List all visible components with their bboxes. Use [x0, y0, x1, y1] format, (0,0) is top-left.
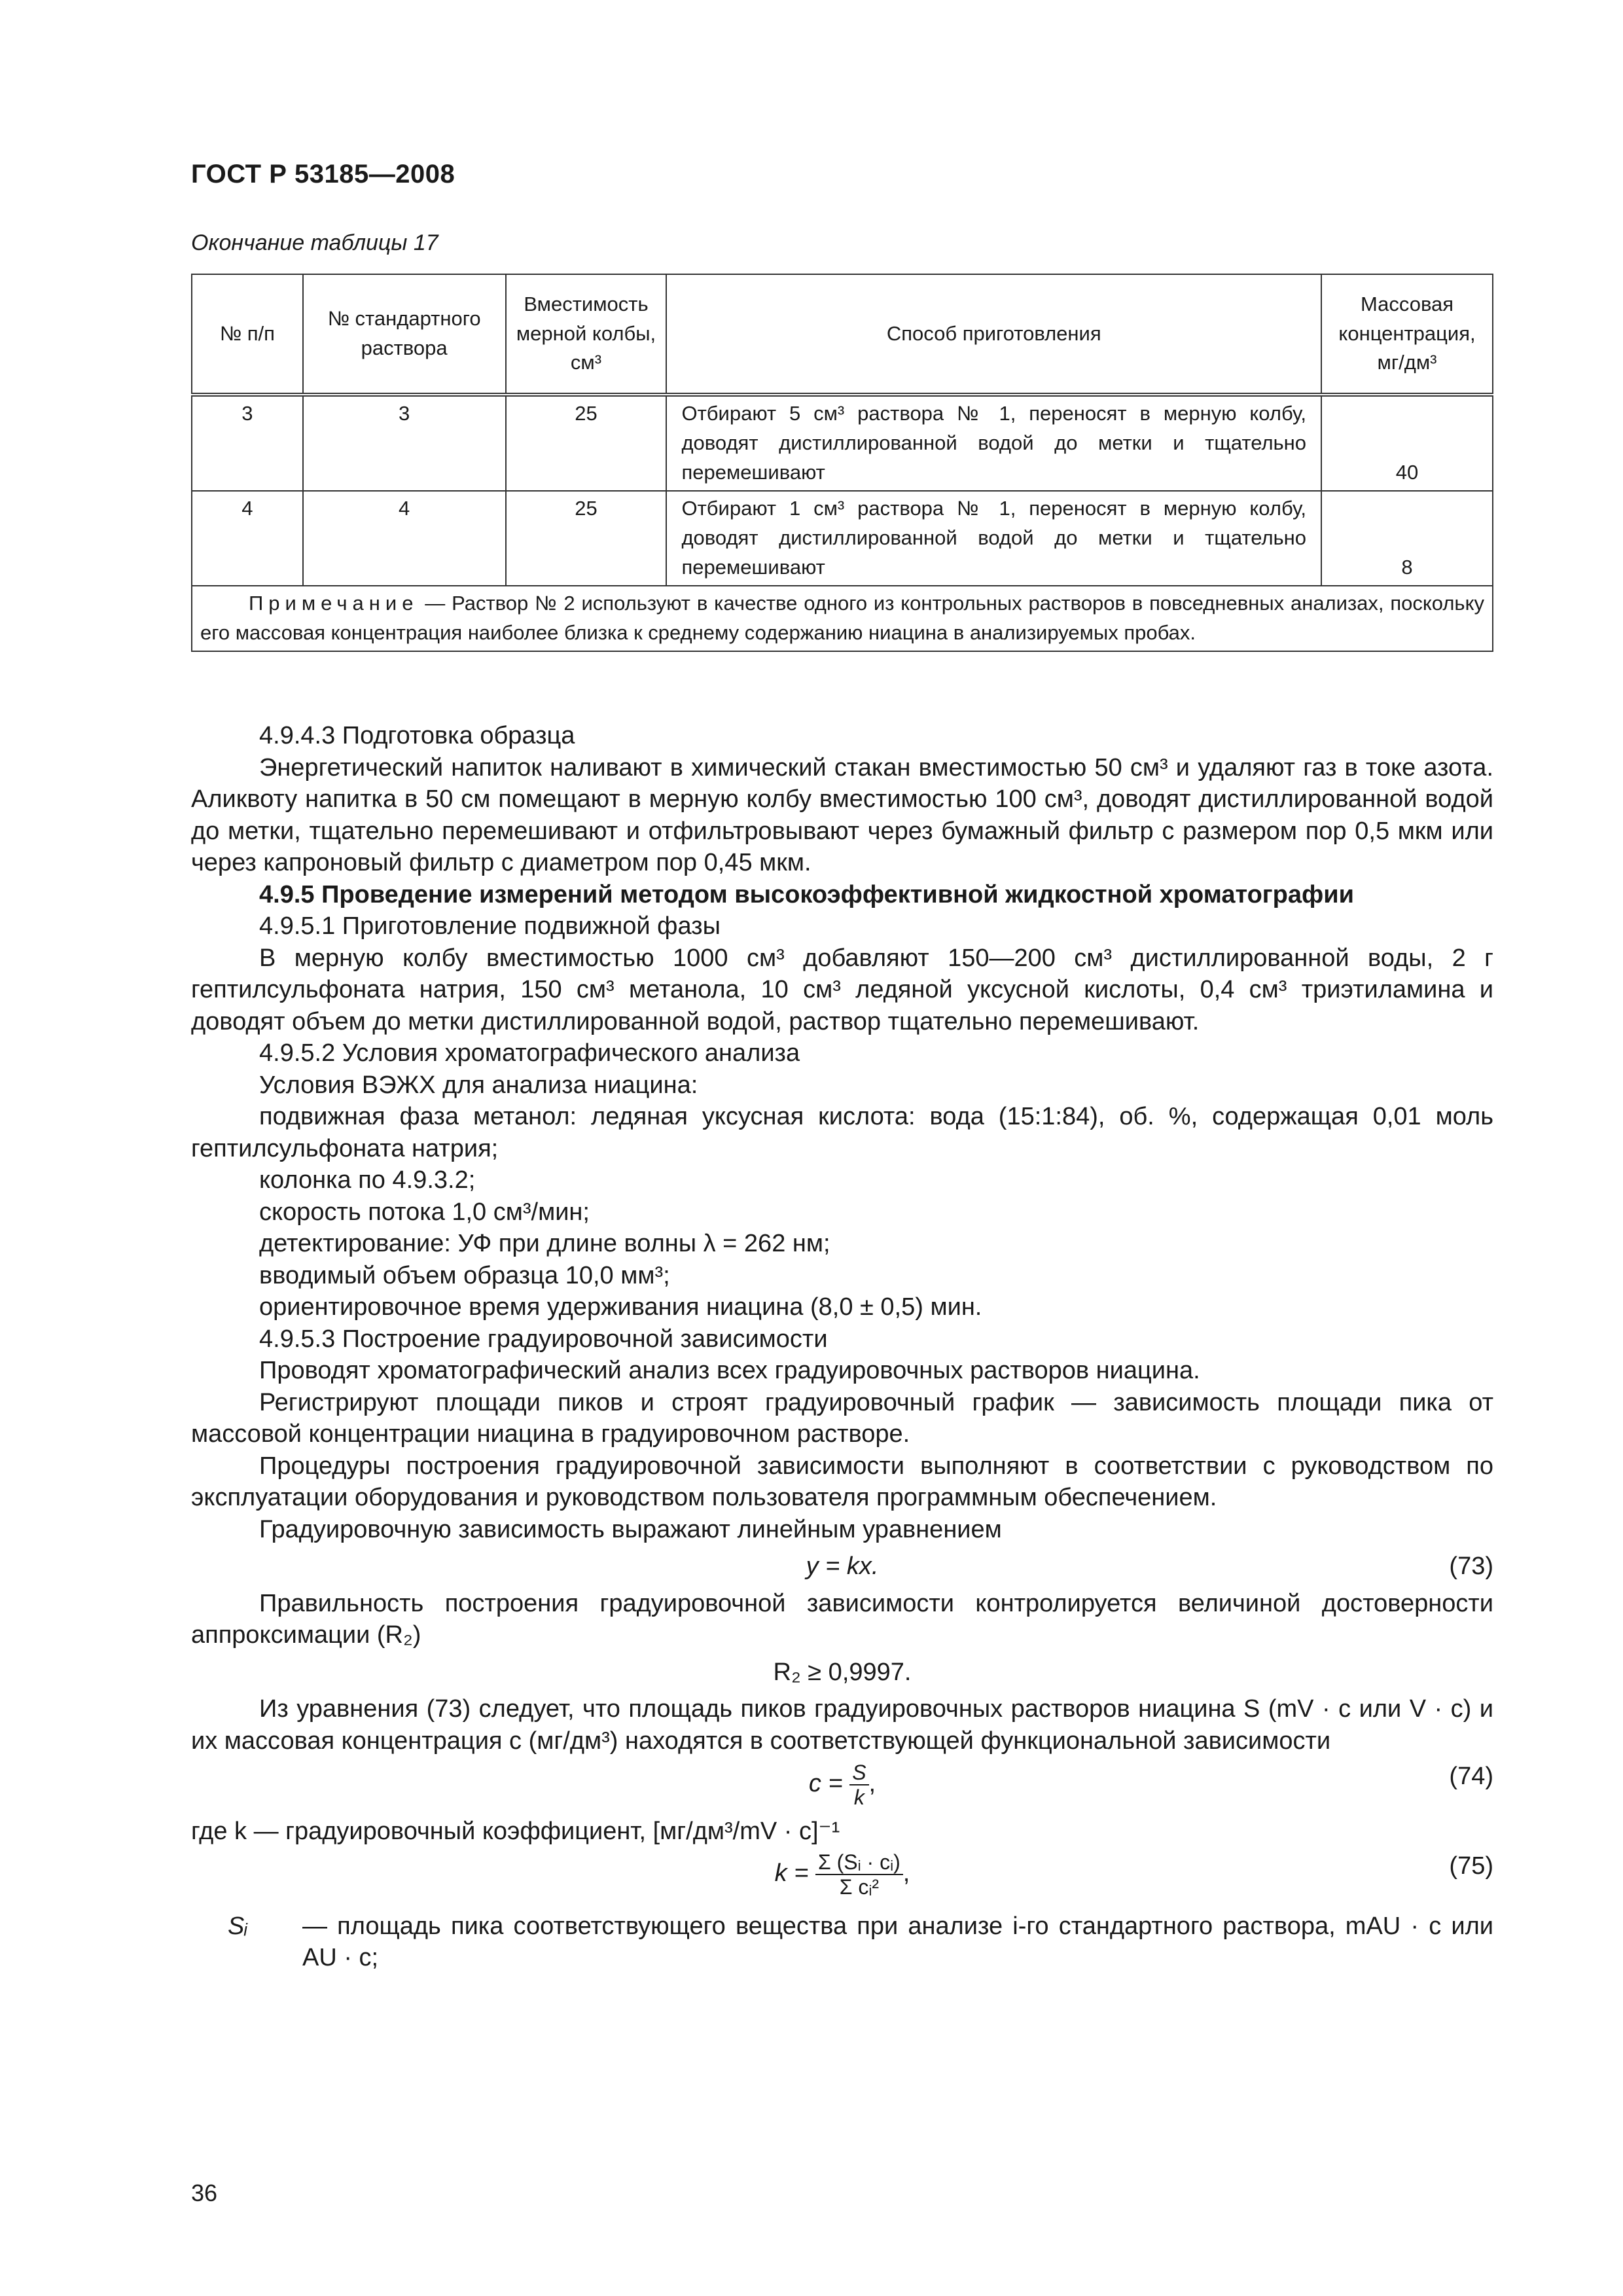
- cell-number: 3: [192, 395, 303, 491]
- paragraph: Процедуры построения градуировочной зависимости выполняют в соответствии с руководством по эксплуатации оборудования и руководством пользователя программным обеспечением.: [191, 1452, 1493, 1511]
- paragraph: Градуировочную зависимость выражают линейным уравнением: [259, 1515, 1002, 1543]
- body-text: [191, 720, 1493, 1974]
- paragraph: 4.9.5.3 Построение градуировочной зависимости: [259, 1325, 828, 1353]
- page-number: 36: [191, 2179, 218, 2206]
- equation-75-fraction: [815, 1850, 903, 1899]
- equation-74: [191, 1761, 1493, 1809]
- col-header-number: № п/п: [192, 274, 303, 395]
- paragraph: 4.9.4.3 Подготовка образца: [259, 722, 575, 749]
- note-text: — Раствор № 2 используют в качестве одного из контрольных растворов в повседневных анализах, поскольку его массовая концентрация наиболее близка к среднему содержанию ниацина в анализируемых пробах.: [200, 591, 1484, 644]
- paragraph: В мерную колбу вместимостью 1000 см³ добавляют 150—200 см³ дистиллированной воды, 2 г гептилсульфоната натрия, 150 см³ метанола, 10 см³ ледяной уксусной кислоты, 0,4 см³ триэтиламина и доводят объем до метки дистиллированной водой, раствор тщательно перемешивают.: [191, 944, 1493, 1035]
- table-17: [191, 274, 1493, 652]
- cell-preparation-method: Отбирают 5 см³ раствора № 1, переносят в мерную колбу, доводят дистиллированной водой до метки и тщательно перемешивают: [666, 395, 1321, 491]
- equation-74-lhs: c =: [808, 1770, 843, 1798]
- equation-75-number: (75): [1449, 1852, 1493, 1880]
- section-heading: 4.9.5 Проведение измерений методом высокоэффективной жидкостной хроматографии: [259, 880, 1354, 908]
- definition-si: [191, 1910, 1493, 1974]
- cell-mass-concentration: 40: [1321, 395, 1493, 491]
- equation-74-number: (74): [1449, 1763, 1493, 1790]
- paragraph: Условия ВЭЖХ для анализа ниацина:: [259, 1071, 698, 1099]
- equation-75-denominator: Σ cᵢ²: [839, 1874, 880, 1899]
- paragraph: скорость потока 1,0 см³/мин;: [259, 1198, 590, 1226]
- paragraph: Энергетический напиток наливают в химический стакан вместимостью 50 см³ и удаляют газ в токе азота. Аликвоту напитка в 50 см помещают в мерную колбу вместимостью 100 см³, доводят дистиллированной водой до метки, тщательно перемешивают и отфильтровывают через бумажный фильтр с размером пор 0,5 мкм или через капроновый фильтр с диаметром пор 0,45 мкм.: [191, 753, 1493, 876]
- paragraph: 4.9.5.1 Приготовление подвижной фазы: [259, 912, 721, 940]
- table-note-row: [192, 586, 1493, 651]
- definition-text: — площадь пика соответствующего вещества при анализе i-го стандартного раствора, mAU · с или AU · с;: [302, 1912, 1493, 1971]
- definition-symbol: Sᵢ: [228, 1912, 248, 1940]
- paragraph: где k — градуировочный коэффициент, [мг/дм³/mV · с]⁻¹: [191, 1818, 840, 1845]
- standard-designation: ГОСТ Р 53185—2008: [191, 160, 455, 188]
- equation-74-numerator: S: [849, 1761, 868, 1785]
- equation-74-denominator: k: [853, 1785, 865, 1809]
- cell-mass-concentration: 8: [1321, 491, 1493, 586]
- equation-75-numerator: Σ (Sᵢ · cᵢ): [815, 1850, 903, 1875]
- paragraph: детектирование: УФ при длине волны λ = 262 нм;: [259, 1230, 830, 1257]
- equation-73-body: y = kx.: [806, 1552, 879, 1580]
- equation-r2-body: R₂ ≥ 0,9997.: [773, 1658, 912, 1686]
- table-note: [192, 586, 1493, 651]
- col-header-mass-concentration: Массовая концентрация, мг/дм³: [1321, 274, 1493, 395]
- paragraph: вводимый объем образца 10,0 мм³;: [259, 1261, 670, 1289]
- cell-standard-solution: 4: [303, 491, 506, 586]
- paragraph: колонка по 4.9.3.2;: [259, 1166, 476, 1194]
- paragraph: Проводят хроматографический анализ всех градуировочных растворов ниацина.: [259, 1357, 1200, 1384]
- cell-number: 4: [192, 491, 303, 586]
- paragraph: 4.9.5.2 Условия хроматографического анализа: [259, 1039, 800, 1067]
- equation-73-number: (73): [1449, 1552, 1493, 1580]
- paragraph: Из уравнения (73) следует, что площадь пиков градуировочных растворов ниацина S (mV · с или V · с) и их массовая концентрация с (мг/дм³) находятся в соответствующей функциональной зависимости: [191, 1695, 1493, 1755]
- col-header-preparation-method: Способ приготовления: [666, 274, 1321, 395]
- paragraph: подвижная фаза метанол: ледяная уксусная кислота: вода (15:1:84), об. %, содержащая 0,01 моль гептилсульфоната натрия;: [191, 1103, 1493, 1162]
- cell-preparation-method: Отбирают 1 см³ раствора № 1, переносят в мерную колбу, доводят дистиллированной водой до метки и тщательно перемешивают: [666, 491, 1321, 586]
- equation-r2: [191, 1657, 1493, 1689]
- equation-74-tail: ,: [868, 1770, 876, 1798]
- equation-75-lhs: k =: [774, 1859, 809, 1887]
- paragraph: ориентировочное время удерживания ниацина (8,0 ± 0,5) мин.: [259, 1293, 982, 1321]
- paragraph: Регистрируют площади пиков и строят градуировочный график — зависимость площади пика от массовой концентрации ниацина в градуировочном растворе.: [191, 1388, 1493, 1448]
- col-header-standard-solution: № стандартного раствора: [303, 274, 506, 395]
- equation-74-fraction: [849, 1761, 868, 1809]
- cell-flask-volume: 25: [506, 395, 667, 491]
- table-caption: Окончание таблицы 17: [191, 230, 438, 255]
- paragraph: Правильность построения градуировочной зависимости контролируется величиной достоверности аппроксимации (R₂): [191, 1589, 1493, 1649]
- table-row: [192, 395, 1493, 491]
- cell-flask-volume: 25: [506, 491, 667, 586]
- equation-75: [191, 1850, 1493, 1899]
- cell-standard-solution: 3: [303, 395, 506, 491]
- note-label: Примечание: [249, 591, 419, 615]
- equation-73: [191, 1551, 1493, 1583]
- table-row: [192, 491, 1493, 586]
- equation-75-tail: ,: [902, 1859, 910, 1887]
- table-header-row: [192, 274, 1493, 395]
- col-header-flask-volume: Вместимость мерной колбы, см³: [506, 274, 667, 395]
